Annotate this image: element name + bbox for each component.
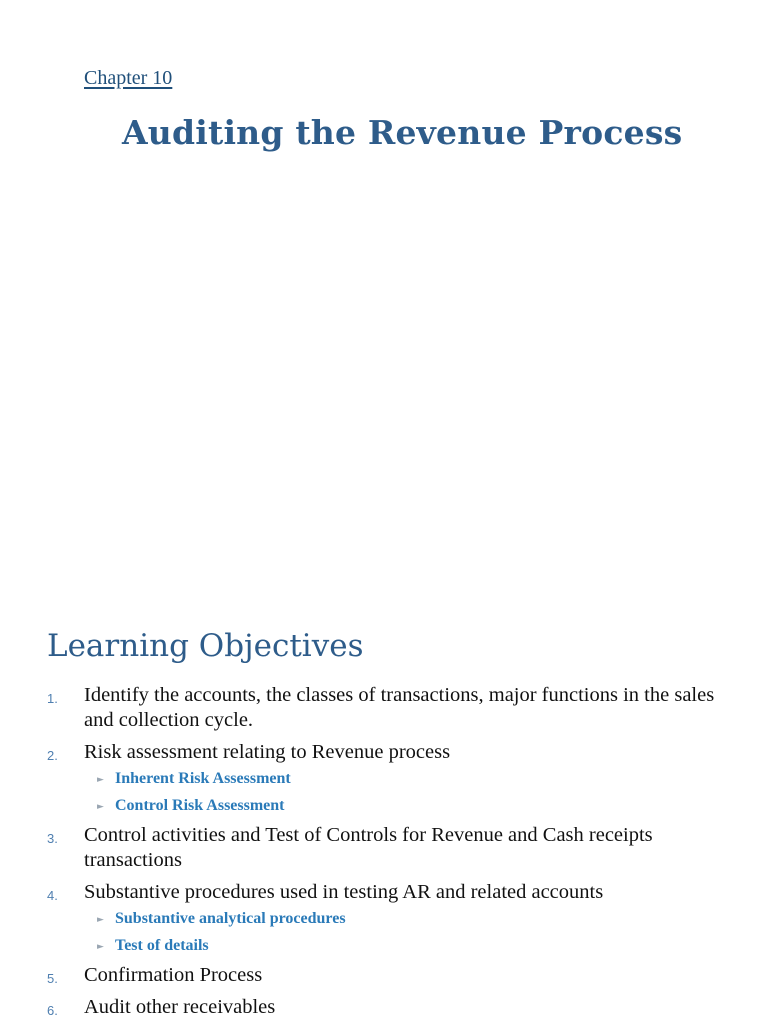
objective-item — [0, 683, 768, 733]
objective-number: 3. — [47, 831, 58, 846]
sub-item-text: Control Risk Assessment — [115, 797, 285, 814]
objective-number: 4. — [47, 888, 58, 903]
triangle-bullet-icon: ► — [97, 942, 104, 952]
sub-list — [84, 909, 728, 956]
objective-text: Confirmation Process — [84, 964, 263, 986]
sub-item — [84, 796, 728, 816]
objective-item — [0, 823, 768, 873]
objective-number: 2. — [47, 748, 58, 763]
objective-number: 5. — [47, 971, 58, 986]
sub-item — [84, 909, 728, 929]
triangle-bullet-icon: ► — [97, 802, 104, 812]
objective-text: Risk assessment relating to Revenue process — [84, 741, 451, 763]
objective-item — [0, 880, 768, 956]
objective-item — [0, 963, 768, 988]
sub-list — [84, 769, 728, 816]
slide-title: Auditing the Revenue Process — [122, 113, 683, 152]
objective-item — [0, 995, 768, 1020]
objective-text: Identify the accounts, the classes of transactions, major functions in the sales and collection cycle. — [84, 684, 715, 731]
objective-text: Audit other receivables — [84, 996, 276, 1018]
objective-item — [0, 740, 768, 816]
chapter-link[interactable]: Chapter 10 — [84, 67, 173, 89]
objective-text: Control activities and Test of Controls for Revenue and Cash receipts transactions — [84, 824, 653, 871]
objective-number: 6. — [47, 1003, 58, 1018]
triangle-bullet-icon: ► — [97, 915, 104, 925]
objective-number: 1. — [47, 691, 58, 706]
learning-objectives-heading: Learning Objectives — [47, 628, 364, 664]
sub-item — [84, 936, 728, 956]
sub-item-text: Substantive analytical procedures — [115, 910, 346, 927]
triangle-bullet-icon: ► — [97, 775, 104, 785]
objectives-list — [0, 683, 768, 1027]
sub-item-text: Inherent Risk Assessment — [115, 770, 291, 787]
objective-text: Substantive procedures used in testing AR and related accounts — [84, 881, 604, 903]
sub-item — [84, 769, 728, 789]
sub-item-text: Test of details — [115, 937, 209, 954]
